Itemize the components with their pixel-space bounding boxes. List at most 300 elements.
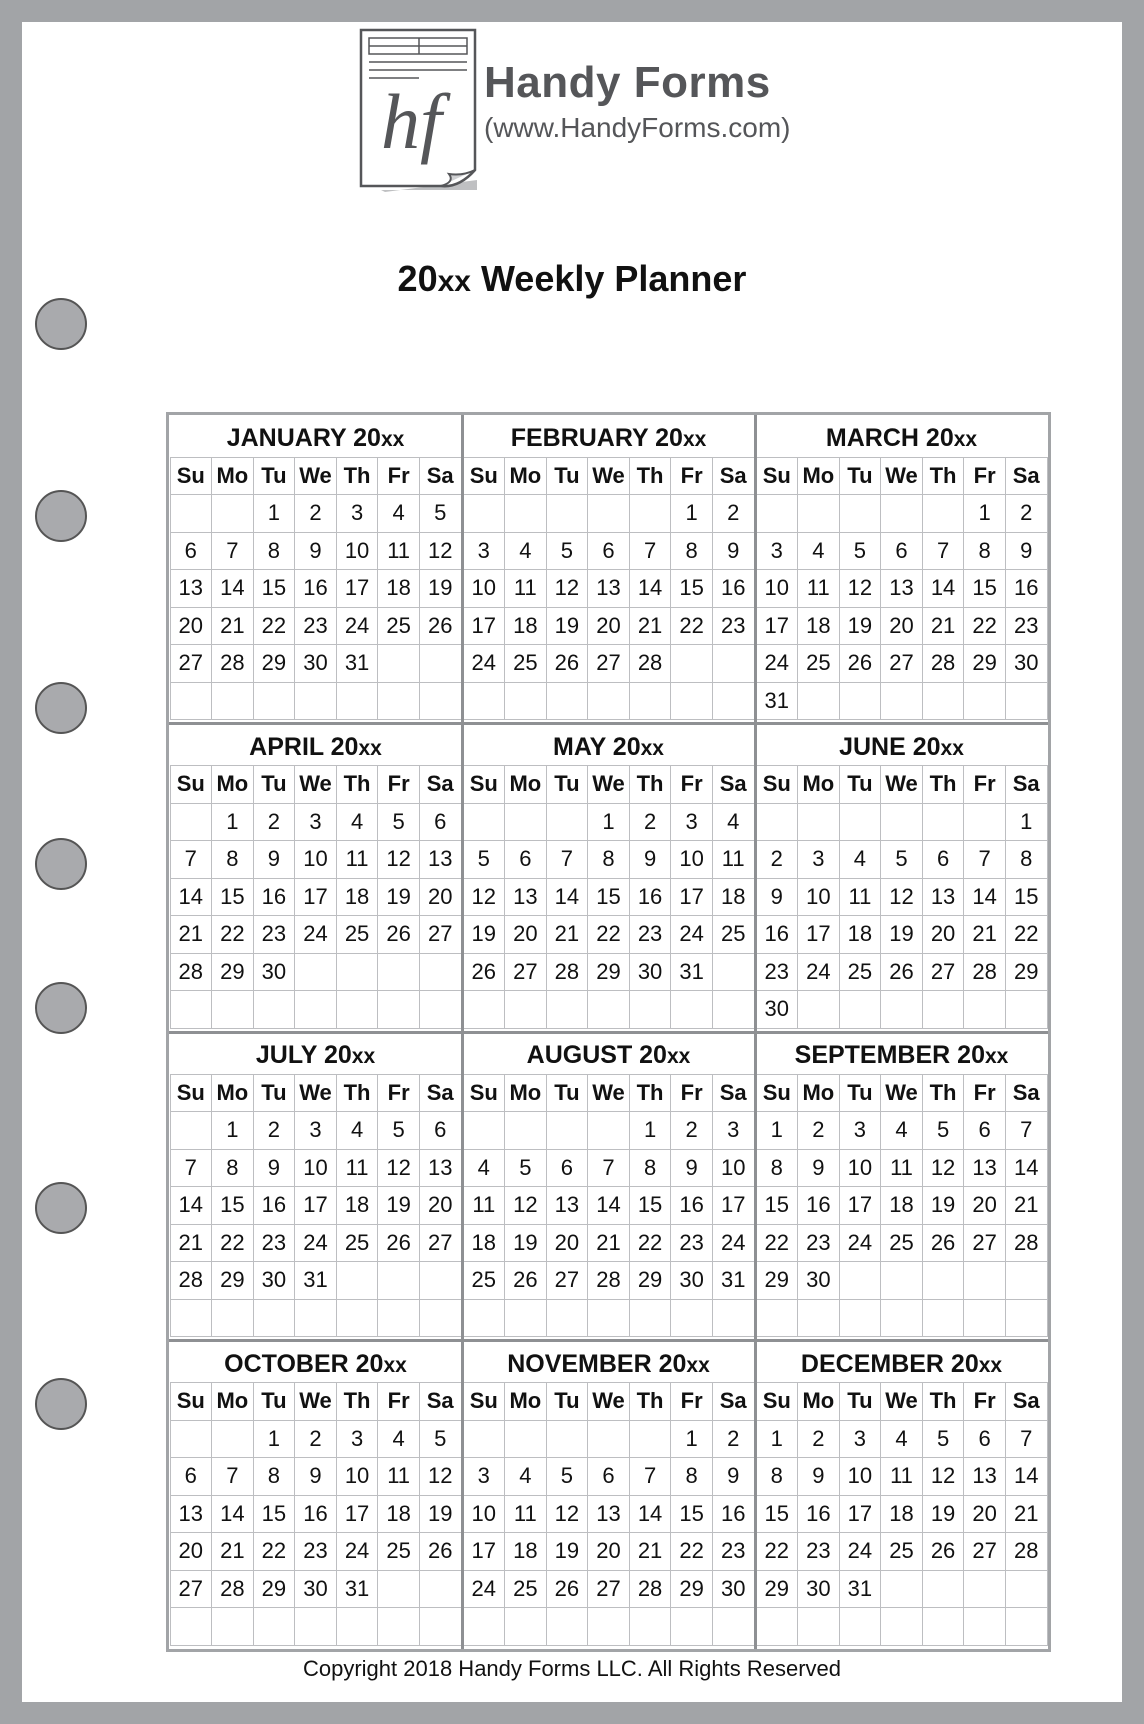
day-cell: 23 bbox=[253, 1224, 296, 1263]
day-cell bbox=[839, 990, 882, 1029]
day-cell: 3 bbox=[336, 1420, 379, 1459]
day-cell: 14 bbox=[922, 569, 965, 608]
day-cell: 9 bbox=[756, 878, 799, 917]
day-cell: 4 bbox=[880, 1420, 923, 1459]
day-cell: 23 bbox=[756, 953, 799, 992]
month-title bbox=[462, 415, 755, 455]
weekday-header: Fr bbox=[377, 457, 420, 496]
month-name: DECEMBER 20 bbox=[800, 1349, 979, 1378]
day-cell: 23 bbox=[629, 915, 672, 954]
day-cell bbox=[463, 494, 506, 533]
weekday-header: Fr bbox=[670, 1382, 713, 1421]
day-cell: 5 bbox=[839, 532, 882, 571]
day-cell: 16 bbox=[712, 569, 755, 608]
weekday-header: Su bbox=[463, 457, 506, 496]
day-cell: 19 bbox=[546, 1532, 589, 1571]
day-cell: 16 bbox=[756, 915, 799, 954]
day-cell: 25 bbox=[336, 1224, 379, 1263]
weekday-header: Su bbox=[463, 765, 506, 804]
month-name: SEPTEMBER 20 bbox=[794, 1041, 985, 1069]
weekday-header: Sa bbox=[419, 765, 462, 804]
day-cell: 28 bbox=[629, 644, 672, 683]
day-cell: 8 bbox=[1005, 840, 1048, 879]
day-cell: 12 bbox=[922, 1149, 965, 1188]
binder-hole-icon bbox=[35, 1378, 87, 1430]
day-cell: 24 bbox=[336, 607, 379, 646]
day-cell bbox=[419, 1607, 462, 1646]
day-cell: 2 bbox=[756, 840, 799, 879]
day-cell bbox=[377, 1261, 420, 1300]
day-cell: 16 bbox=[797, 1186, 840, 1225]
day-cell bbox=[880, 1299, 923, 1338]
day-cell bbox=[170, 1607, 213, 1646]
day-cell: 17 bbox=[463, 1532, 506, 1571]
day-cell: 30 bbox=[797, 1261, 840, 1300]
day-cell: 20 bbox=[963, 1186, 1006, 1225]
day-cell: 12 bbox=[546, 569, 589, 608]
day-cell bbox=[587, 1420, 630, 1459]
day-cell: 13 bbox=[587, 569, 630, 608]
day-cell: 17 bbox=[336, 569, 379, 608]
weekday-header: We bbox=[294, 1074, 337, 1113]
day-cell: 28 bbox=[1005, 1532, 1048, 1571]
month-name: APRIL 20 bbox=[249, 732, 359, 761]
day-cell: 1 bbox=[629, 1111, 672, 1150]
day-cell: 5 bbox=[546, 532, 589, 571]
day-cell: 23 bbox=[253, 915, 296, 954]
weekday-header: Mo bbox=[211, 765, 254, 804]
day-cell: 20 bbox=[963, 1495, 1006, 1534]
day-cell bbox=[253, 990, 296, 1029]
weekday-header: Mo bbox=[797, 457, 840, 496]
day-cell bbox=[253, 682, 296, 721]
day-cell: 10 bbox=[839, 1457, 882, 1496]
weekday-header: Su bbox=[756, 457, 799, 496]
month-separator-horizontal bbox=[169, 722, 1048, 725]
weekday-header: Sa bbox=[1005, 457, 1048, 496]
day-cell: 17 bbox=[670, 878, 713, 917]
month-year-suffix: xx bbox=[940, 736, 964, 760]
day-cell: 11 bbox=[839, 878, 882, 917]
month-year-suffix: xx bbox=[682, 428, 707, 451]
weekday-header: Th bbox=[629, 1074, 672, 1113]
weekday-header: Tu bbox=[253, 765, 296, 804]
day-cell bbox=[504, 494, 547, 533]
day-cell: 20 bbox=[546, 1224, 589, 1263]
day-cell: 18 bbox=[712, 878, 755, 917]
day-cell bbox=[504, 1420, 547, 1459]
weekday-header: Fr bbox=[377, 765, 420, 804]
day-cell: 3 bbox=[463, 532, 506, 571]
day-cell: 23 bbox=[1005, 607, 1048, 646]
month-title bbox=[169, 415, 462, 455]
day-cell bbox=[922, 494, 965, 533]
day-cell: 18 bbox=[463, 1224, 506, 1263]
day-cell bbox=[880, 803, 923, 842]
weekday-header: We bbox=[880, 1382, 923, 1421]
day-cell: 20 bbox=[922, 915, 965, 954]
day-cell bbox=[419, 1261, 462, 1300]
day-cell: 26 bbox=[839, 644, 882, 683]
weekday-header: Tu bbox=[253, 1382, 296, 1421]
day-cell: 2 bbox=[253, 1111, 296, 1150]
day-cell: 2 bbox=[629, 803, 672, 842]
day-cell: 15 bbox=[756, 1495, 799, 1534]
day-cell: 31 bbox=[336, 1570, 379, 1609]
day-cell: 1 bbox=[211, 1111, 254, 1150]
month-grid bbox=[170, 1074, 461, 1337]
month-name: FEBRUARY 20 bbox=[510, 424, 683, 452]
day-cell: 14 bbox=[211, 1495, 254, 1534]
day-cell: 21 bbox=[587, 1224, 630, 1263]
day-cell: 23 bbox=[797, 1224, 840, 1263]
day-cell: 10 bbox=[294, 840, 337, 879]
day-cell: 22 bbox=[1005, 915, 1048, 954]
day-cell bbox=[211, 682, 254, 721]
day-cell: 10 bbox=[839, 1149, 882, 1188]
day-cell: 25 bbox=[880, 1532, 923, 1571]
day-cell bbox=[253, 1607, 296, 1646]
day-cell bbox=[377, 1570, 420, 1609]
day-cell: 10 bbox=[294, 1149, 337, 1188]
day-cell: 31 bbox=[756, 682, 799, 721]
day-cell: 7 bbox=[211, 1457, 254, 1496]
day-cell: 13 bbox=[419, 840, 462, 879]
weekday-header: Mo bbox=[797, 1074, 840, 1113]
day-cell bbox=[839, 682, 882, 721]
weekday-header: Sa bbox=[419, 457, 462, 496]
day-cell: 17 bbox=[756, 607, 799, 646]
day-cell bbox=[712, 1299, 755, 1338]
day-cell: 20 bbox=[170, 607, 213, 646]
day-cell: 14 bbox=[1005, 1457, 1048, 1496]
day-cell bbox=[336, 682, 379, 721]
day-cell: 1 bbox=[1005, 803, 1048, 842]
day-cell: 5 bbox=[419, 494, 462, 533]
day-cell bbox=[377, 1607, 420, 1646]
month-year-suffix: xx bbox=[380, 428, 405, 451]
day-cell: 19 bbox=[377, 878, 420, 917]
weekday-header: Su bbox=[756, 1074, 799, 1113]
day-cell: 9 bbox=[1005, 532, 1048, 571]
day-cell bbox=[922, 803, 965, 842]
day-cell: 26 bbox=[880, 953, 923, 992]
day-cell bbox=[419, 990, 462, 1029]
day-cell bbox=[463, 1111, 506, 1150]
day-cell: 18 bbox=[336, 1186, 379, 1225]
day-cell: 13 bbox=[963, 1149, 1006, 1188]
day-cell bbox=[504, 1299, 547, 1338]
day-cell bbox=[336, 953, 379, 992]
day-cell: 7 bbox=[587, 1149, 630, 1188]
day-cell: 17 bbox=[336, 1495, 379, 1534]
day-cell: 11 bbox=[797, 569, 840, 608]
day-cell: 4 bbox=[880, 1111, 923, 1150]
month-separator-horizontal bbox=[169, 1339, 1048, 1342]
month-block bbox=[755, 1032, 1048, 1341]
day-cell: 18 bbox=[504, 1532, 547, 1571]
day-cell: 29 bbox=[1005, 953, 1048, 992]
day-cell: 26 bbox=[419, 1532, 462, 1571]
weekday-header: Th bbox=[922, 457, 965, 496]
month-block bbox=[755, 724, 1048, 1033]
weekday-header: Su bbox=[170, 1382, 213, 1421]
weekday-header: Th bbox=[922, 1382, 965, 1421]
month-block bbox=[169, 1341, 462, 1650]
day-cell: 27 bbox=[504, 953, 547, 992]
day-cell: 2 bbox=[294, 1420, 337, 1459]
binder-hole-icon bbox=[35, 490, 87, 542]
day-cell: 21 bbox=[1005, 1495, 1048, 1534]
day-cell bbox=[1005, 1299, 1048, 1338]
day-cell: 15 bbox=[756, 1186, 799, 1225]
day-cell: 16 bbox=[294, 1495, 337, 1534]
day-cell bbox=[756, 803, 799, 842]
day-cell: 15 bbox=[211, 1186, 254, 1225]
day-cell: 15 bbox=[670, 569, 713, 608]
day-cell: 18 bbox=[377, 1495, 420, 1534]
title-prefix: 20 bbox=[397, 258, 438, 299]
day-cell: 14 bbox=[211, 569, 254, 608]
day-cell: 23 bbox=[797, 1532, 840, 1571]
day-cell: 18 bbox=[839, 915, 882, 954]
day-cell bbox=[377, 1299, 420, 1338]
day-cell bbox=[336, 1261, 379, 1300]
day-cell: 27 bbox=[419, 915, 462, 954]
day-cell: 8 bbox=[587, 840, 630, 879]
day-cell: 14 bbox=[963, 878, 1006, 917]
day-cell bbox=[670, 990, 713, 1029]
day-cell: 13 bbox=[170, 569, 213, 608]
day-cell: 2 bbox=[253, 803, 296, 842]
day-cell: 16 bbox=[253, 1186, 296, 1225]
weekday-header: Mo bbox=[211, 457, 254, 496]
day-cell bbox=[797, 990, 840, 1029]
day-cell bbox=[377, 644, 420, 683]
day-cell: 14 bbox=[629, 1495, 672, 1534]
day-cell: 9 bbox=[712, 1457, 755, 1496]
day-cell: 29 bbox=[253, 644, 296, 683]
day-cell bbox=[922, 1261, 965, 1300]
day-cell: 21 bbox=[629, 607, 672, 646]
day-cell: 6 bbox=[504, 840, 547, 879]
day-cell: 10 bbox=[463, 1495, 506, 1534]
weekday-header: Sa bbox=[1005, 765, 1048, 804]
day-cell: 27 bbox=[922, 953, 965, 992]
day-cell bbox=[963, 1570, 1006, 1609]
day-cell: 15 bbox=[963, 569, 1006, 608]
day-cell: 10 bbox=[670, 840, 713, 879]
weekday-header: Tu bbox=[546, 765, 589, 804]
day-cell: 13 bbox=[880, 569, 923, 608]
day-cell: 24 bbox=[712, 1224, 755, 1263]
month-title bbox=[755, 1341, 1048, 1381]
weekday-header: We bbox=[294, 457, 337, 496]
day-cell: 8 bbox=[963, 532, 1006, 571]
day-cell bbox=[419, 644, 462, 683]
day-cell: 22 bbox=[629, 1224, 672, 1263]
day-cell: 28 bbox=[211, 644, 254, 683]
day-cell: 9 bbox=[629, 840, 672, 879]
month-grid bbox=[463, 1074, 754, 1337]
day-cell bbox=[797, 494, 840, 533]
day-cell: 24 bbox=[670, 915, 713, 954]
day-cell: 15 bbox=[1005, 878, 1048, 917]
day-cell: 9 bbox=[670, 1149, 713, 1188]
day-cell: 1 bbox=[963, 494, 1006, 533]
day-cell: 6 bbox=[170, 532, 213, 571]
day-cell: 5 bbox=[922, 1111, 965, 1150]
day-cell: 29 bbox=[670, 1570, 713, 1609]
weekday-header: Th bbox=[629, 765, 672, 804]
day-cell: 31 bbox=[336, 644, 379, 683]
day-cell: 10 bbox=[712, 1149, 755, 1188]
day-cell: 11 bbox=[377, 532, 420, 571]
day-cell: 18 bbox=[880, 1495, 923, 1534]
day-cell bbox=[629, 990, 672, 1029]
day-cell: 2 bbox=[294, 494, 337, 533]
weekday-header: Su bbox=[170, 1074, 213, 1113]
day-cell bbox=[419, 1570, 462, 1609]
day-cell: 23 bbox=[712, 1532, 755, 1571]
month-year-suffix: xx bbox=[666, 1045, 691, 1068]
day-cell bbox=[211, 494, 254, 533]
day-cell bbox=[922, 1299, 965, 1338]
weekday-header: Mo bbox=[504, 457, 547, 496]
day-cell: 13 bbox=[419, 1149, 462, 1188]
day-cell: 29 bbox=[211, 1261, 254, 1300]
day-cell bbox=[546, 1299, 589, 1338]
day-cell: 22 bbox=[756, 1532, 799, 1571]
day-cell bbox=[546, 1420, 589, 1459]
day-cell: 15 bbox=[253, 569, 296, 608]
weekday-header: Sa bbox=[1005, 1074, 1048, 1113]
day-cell: 24 bbox=[294, 1224, 337, 1263]
month-block bbox=[462, 1032, 755, 1341]
day-cell: 19 bbox=[922, 1186, 965, 1225]
day-cell: 4 bbox=[504, 532, 547, 571]
day-cell: 27 bbox=[963, 1224, 1006, 1263]
month-title bbox=[169, 724, 462, 764]
weekday-header: Sa bbox=[712, 1074, 755, 1113]
weekday-header: Tu bbox=[839, 1382, 882, 1421]
day-cell: 16 bbox=[670, 1186, 713, 1225]
day-cell: 11 bbox=[336, 840, 379, 879]
weekday-header: Tu bbox=[546, 457, 589, 496]
weekday-header: Mo bbox=[797, 765, 840, 804]
day-cell bbox=[797, 1607, 840, 1646]
day-cell: 16 bbox=[1005, 569, 1048, 608]
day-cell: 4 bbox=[377, 1420, 420, 1459]
month-grid bbox=[170, 457, 461, 720]
day-cell bbox=[629, 494, 672, 533]
day-cell: 11 bbox=[463, 1186, 506, 1225]
day-cell bbox=[670, 644, 713, 683]
day-cell: 26 bbox=[504, 1261, 547, 1300]
day-cell: 17 bbox=[797, 915, 840, 954]
day-cell: 3 bbox=[712, 1111, 755, 1150]
day-cell: 26 bbox=[922, 1532, 965, 1571]
day-cell bbox=[463, 1607, 506, 1646]
day-cell: 26 bbox=[377, 915, 420, 954]
day-cell: 23 bbox=[294, 607, 337, 646]
day-cell: 3 bbox=[463, 1457, 506, 1496]
day-cell bbox=[546, 682, 589, 721]
day-cell bbox=[880, 682, 923, 721]
day-cell: 4 bbox=[712, 803, 755, 842]
weekday-header: Mo bbox=[797, 1382, 840, 1421]
brand-url: (www.HandyForms.com) bbox=[484, 112, 791, 143]
day-cell: 28 bbox=[546, 953, 589, 992]
day-cell bbox=[211, 1420, 254, 1459]
day-cell: 27 bbox=[587, 1570, 630, 1609]
day-cell: 28 bbox=[170, 953, 213, 992]
month-title bbox=[755, 724, 1048, 764]
day-cell: 31 bbox=[712, 1261, 755, 1300]
day-cell: 19 bbox=[546, 607, 589, 646]
day-cell bbox=[377, 953, 420, 992]
day-cell bbox=[504, 1111, 547, 1150]
day-cell: 25 bbox=[880, 1224, 923, 1263]
day-cell bbox=[756, 1299, 799, 1338]
day-cell: 6 bbox=[880, 532, 923, 571]
day-cell: 15 bbox=[587, 878, 630, 917]
day-cell: 18 bbox=[377, 569, 420, 608]
day-cell bbox=[839, 803, 882, 842]
binder-hole-icon bbox=[35, 838, 87, 890]
weekday-header: Fr bbox=[963, 1074, 1006, 1113]
month-name: JULY 20 bbox=[255, 1041, 352, 1069]
month-grid bbox=[756, 1383, 1047, 1646]
day-cell: 7 bbox=[963, 840, 1006, 879]
day-cell: 4 bbox=[336, 1111, 379, 1150]
day-cell bbox=[377, 990, 420, 1029]
weekday-header: Su bbox=[170, 457, 213, 496]
day-cell: 21 bbox=[1005, 1186, 1048, 1225]
day-cell bbox=[587, 494, 630, 533]
day-cell bbox=[587, 682, 630, 721]
day-cell bbox=[377, 682, 420, 721]
day-cell bbox=[294, 1299, 337, 1338]
day-cell: 26 bbox=[419, 607, 462, 646]
day-cell: 3 bbox=[756, 532, 799, 571]
day-cell: 14 bbox=[170, 1186, 213, 1225]
day-cell bbox=[629, 682, 672, 721]
day-cell: 19 bbox=[419, 569, 462, 608]
day-cell: 20 bbox=[587, 607, 630, 646]
day-cell bbox=[546, 494, 589, 533]
day-cell: 27 bbox=[170, 1570, 213, 1609]
day-cell: 20 bbox=[419, 1186, 462, 1225]
month-block bbox=[462, 415, 755, 724]
weekday-header: Su bbox=[756, 1382, 799, 1421]
day-cell: 31 bbox=[839, 1570, 882, 1609]
weekday-header: Fr bbox=[670, 1074, 713, 1113]
day-cell bbox=[463, 682, 506, 721]
weekday-header: We bbox=[294, 765, 337, 804]
day-cell bbox=[504, 803, 547, 842]
day-cell: 16 bbox=[629, 878, 672, 917]
day-cell bbox=[336, 1299, 379, 1338]
day-cell: 8 bbox=[756, 1457, 799, 1496]
day-cell: 31 bbox=[294, 1261, 337, 1300]
day-cell: 27 bbox=[170, 644, 213, 683]
weekday-header: Th bbox=[629, 1382, 672, 1421]
day-cell bbox=[963, 1607, 1006, 1646]
weekday-header: We bbox=[880, 1074, 923, 1113]
day-cell: 28 bbox=[629, 1570, 672, 1609]
day-cell: 10 bbox=[336, 532, 379, 571]
